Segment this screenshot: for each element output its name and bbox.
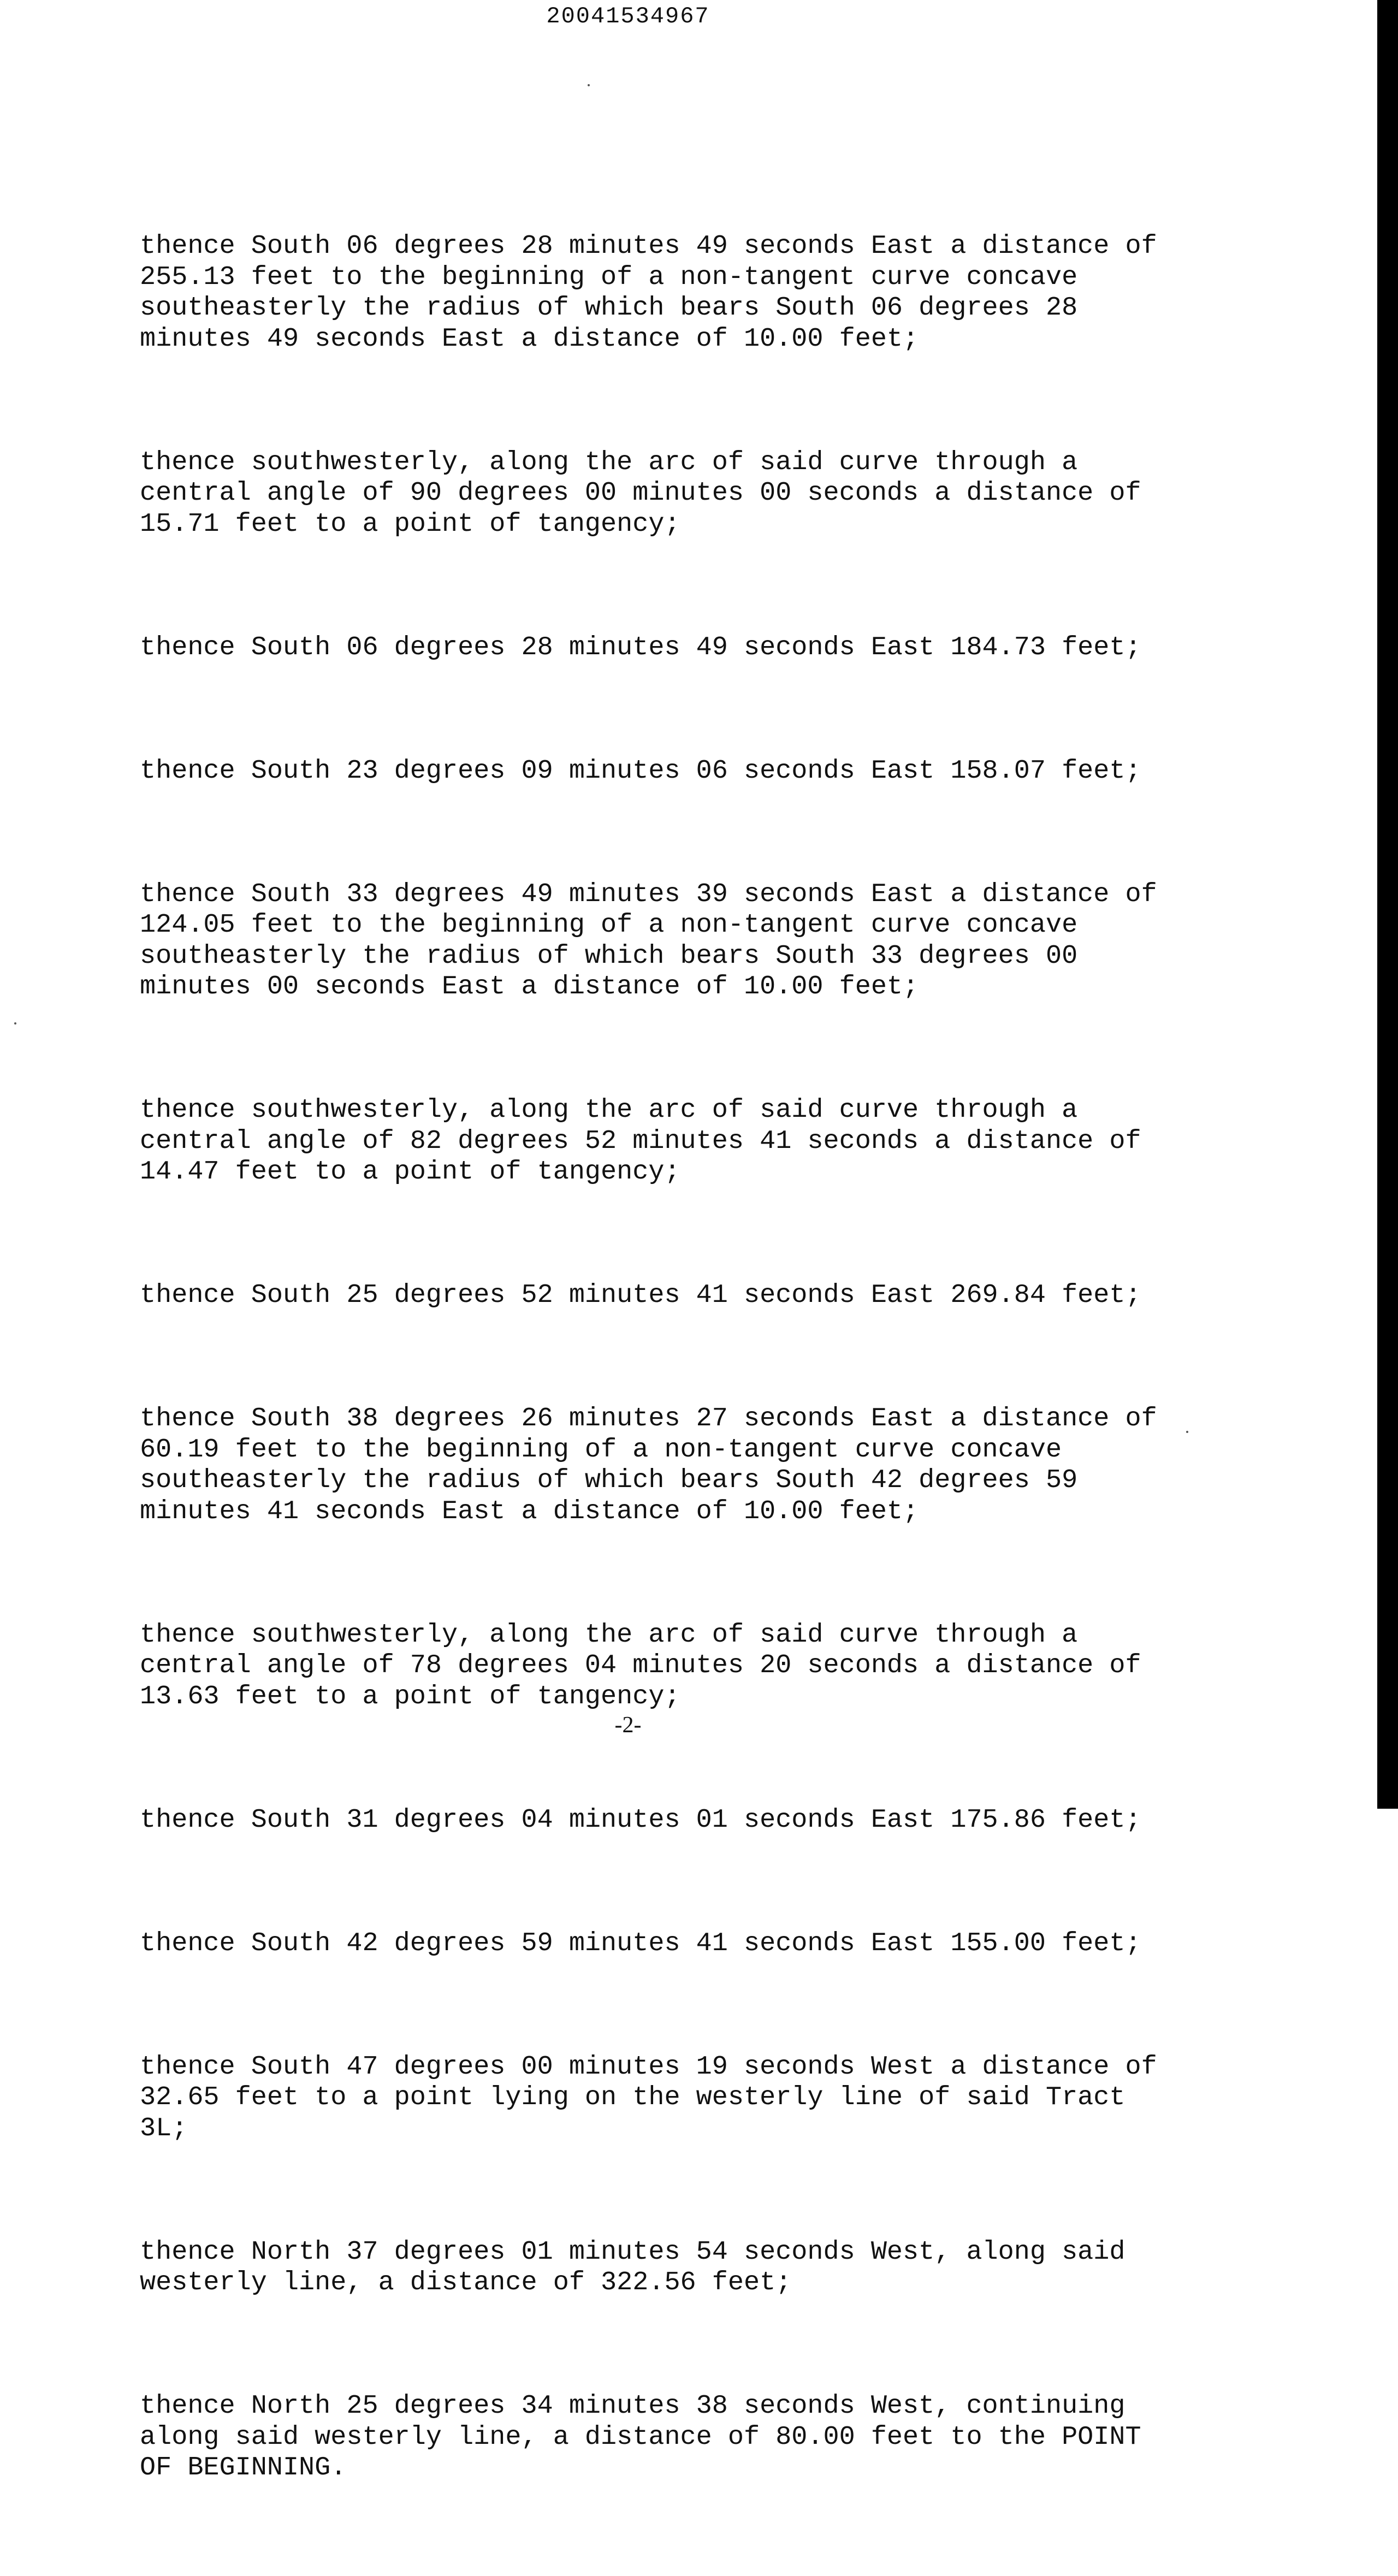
- course-paragraph: thence North 37 degrees 01 minutes 54 seconds West, along said westerly line, a distance of 322.56 feet;: [140, 2236, 1125, 2297]
- course-paragraph: thence South 06 degrees 28 minutes 49 seconds East a distance of 255.13 feet to the beginning of a non-tangent curve concave southeasterly the radius of which bears South 06 degrees 28 minutes 49 seconds East a distance of 10.00 feet;: [140, 231, 1157, 354]
- course-paragraph: thence southwesterly, along the arc of said curve through a central angle of 78 degrees 04 minutes 20 seconds a distance of 13.63 feet to a point of tangency;: [140, 1619, 1141, 1712]
- course-paragraph: thence South 42 degrees 59 minutes 41 seconds East 155.00 feet;: [140, 1928, 1141, 1958]
- course-paragraph: thence South 31 degrees 04 minutes 01 seconds East 175.86 feet;: [140, 1804, 1141, 1835]
- legal-description-body: [140, 169, 1232, 2576]
- course-paragraph: thence southwesterly, along the arc of said curve through a central angle of 82 degrees 52 minutes 41 seconds a distance of 14.47 feet to a point of tangency;: [140, 1095, 1141, 1187]
- scan-edge-bar: [1377, 0, 1398, 1809]
- scan-speck: [1186, 1431, 1188, 1433]
- course-paragraph: thence South 33 degrees 49 minutes 39 seconds East a distance of 124.05 feet to the beginning of a non-tangent curve concave southeasterly the radius of which bears South 33 degrees 00 minutes 00 seconds East a distance of 10.00 feet;: [140, 879, 1157, 1002]
- page-number: -2-: [614, 1713, 642, 1738]
- course-paragraph: thence South 06 degrees 28 minutes 49 seconds East 184.73 feet;: [140, 632, 1141, 662]
- course-paragraph: thence southwesterly, along the arc of said curve through a central angle of 90 degrees 00 minutes 00 seconds a distance of 15.71 feet to a point of tangency;: [140, 447, 1141, 539]
- course-paragraph: thence South 47 degrees 00 minutes 19 seconds West a distance of 32.65 feet to a point lying on the westerly line of said Tract 3L;: [140, 2051, 1157, 2143]
- course-paragraph: thence South 25 degrees 52 minutes 41 seconds East 269.84 feet;: [140, 1280, 1141, 1310]
- course-paragraph: thence North 25 degrees 34 minutes 38 seconds West, continuing along said westerly line, a distance of 80.00 feet to the POINT OF BEGINNING.: [140, 2391, 1141, 2483]
- scan-speck: [588, 84, 590, 86]
- course-paragraph: thence South 23 degrees 09 minutes 06 seconds East 158.07 feet;: [140, 755, 1141, 786]
- scan-speck: [14, 1022, 16, 1025]
- course-paragraph: thence South 38 degrees 26 minutes 27 seconds East a distance of 60.19 feet to the beginning of a non-tangent curve concave southeasterly the radius of which bears South 42 degrees 59 minutes 41 seconds East a distance of 10.00 feet;: [140, 1404, 1157, 1526]
- document-number: 20041534967: [546, 3, 710, 29]
